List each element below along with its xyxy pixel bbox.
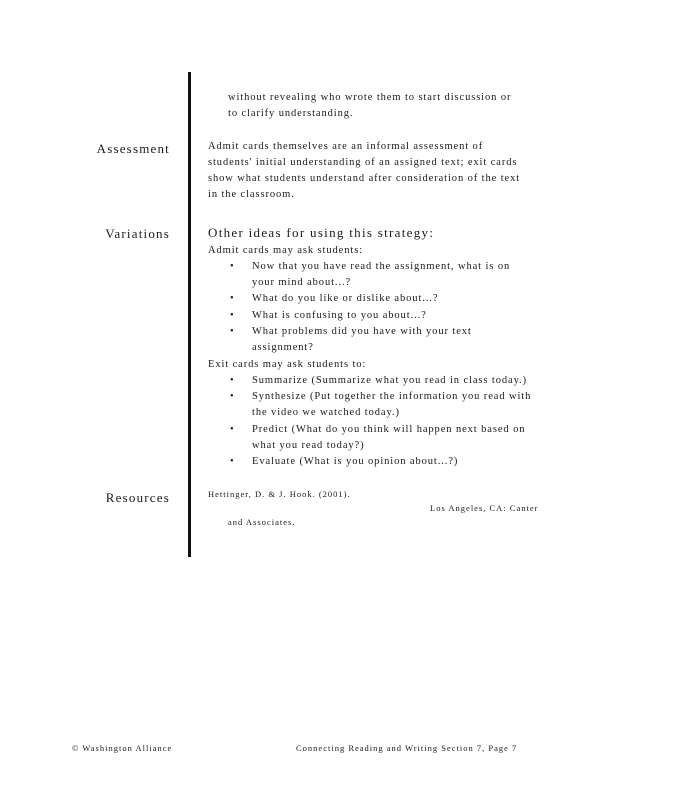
admit-cards-list [230, 259, 510, 356]
bullet-icon: • [230, 325, 235, 337]
citation-publisher: and Associates. [228, 517, 296, 527]
admit-cards-intro: Admit cards may ask students: [208, 245, 363, 256]
assessment-line-1: Admit cards themselves are an informal assessment of [208, 141, 484, 152]
exit-cards-intro: Exit cards may ask students to: [208, 359, 367, 370]
bullet-icon: • [230, 293, 235, 305]
bullet-icon: • [230, 423, 235, 435]
citation-place: Los Angeles, CA: Canter [430, 503, 539, 513]
intro-line-2: to clarify understanding. [228, 108, 354, 119]
list-item: • What do you like or dislike about...? [230, 291, 510, 307]
footer-page-info: Connecting Reading and Writing Section 7, Page 7 [296, 743, 518, 753]
variations-heading: Other ideas for using this strategy: [208, 225, 435, 240]
assessment-line-4: in the classroom. [208, 189, 295, 200]
list-item: • What problems did you have with your text assignment? [230, 325, 472, 354]
list-item: • Now that you have read the assignment, what is on your mind about...? [230, 261, 511, 289]
list-item: • What is confusing to you about...? [230, 308, 510, 324]
section-divider-line [188, 72, 191, 557]
exit-cards-list [230, 373, 531, 470]
assessment-line-3: show what students understand after consideration of the text [208, 173, 521, 184]
intro-line-1: without revealing who wrote them to start discussion or [228, 92, 512, 103]
resources-label: Resources [105, 490, 170, 505]
citation-authors: Hettinger, D. & J. Hook. (2001). [208, 489, 351, 499]
bullet-icon: • [230, 391, 235, 403]
footer-copyright: © Washington Alliance [72, 743, 173, 753]
list-item: • Predict (What do you think will happen next based on what you read today?) [230, 423, 526, 451]
assessment-line-2: students' initial understanding of an assigned text; exit cards [208, 157, 518, 168]
list-item: • Summarize (Summarize what you read in class today.) [230, 373, 531, 389]
bullet-icon: • [230, 375, 235, 386]
list-item: • Synthesize (Put together the information you read with the video we watched today.) [230, 391, 532, 419]
variations-label: Variations [105, 226, 170, 241]
bullet-icon: • [230, 456, 235, 468]
assessment-label: Assessment [96, 141, 170, 156]
list-item: • Evaluate (What is you opinion about...?) [230, 454, 531, 470]
bullet-icon: • [230, 309, 235, 321]
bullet-icon: • [230, 261, 235, 272]
